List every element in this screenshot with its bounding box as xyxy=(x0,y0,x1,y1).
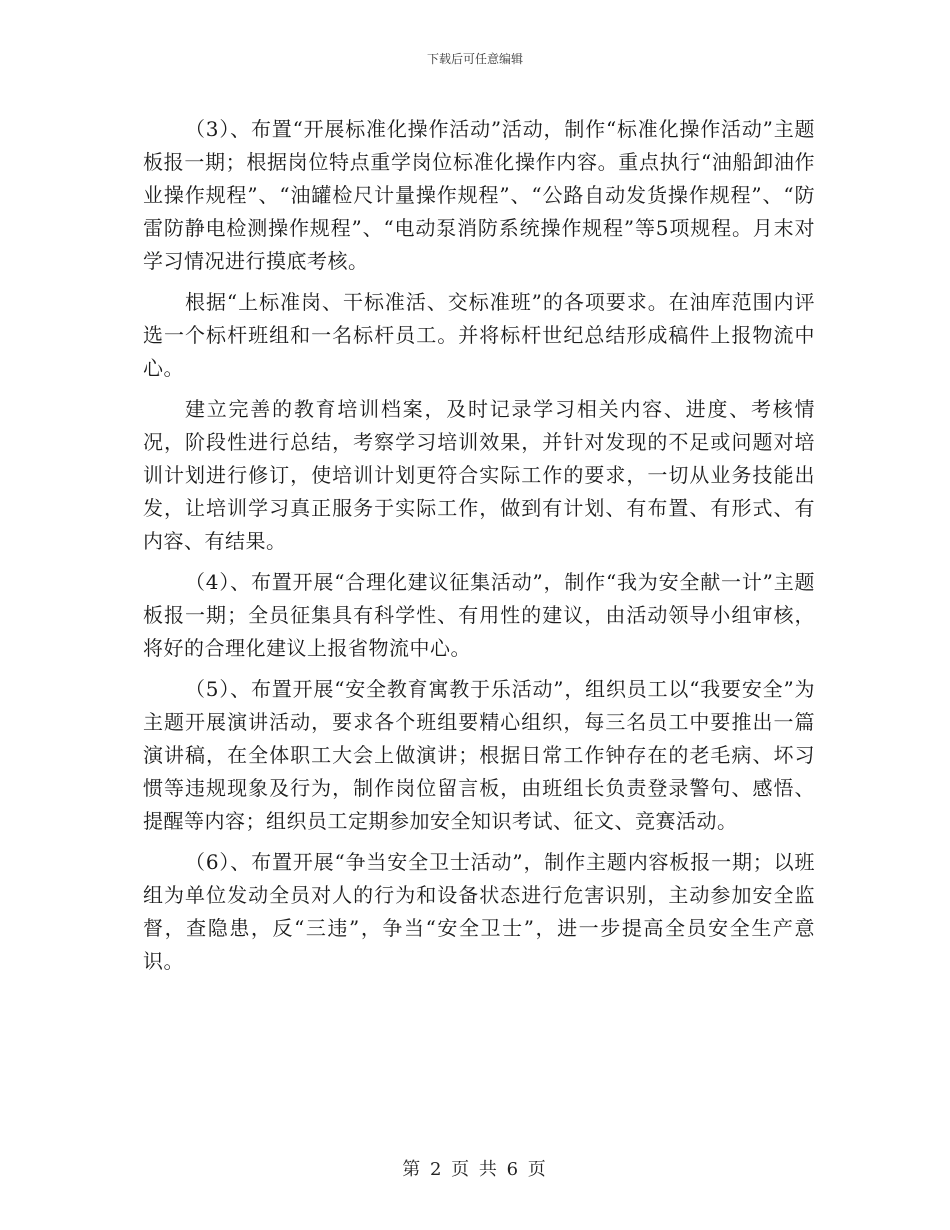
paragraph-training-archive: 建立完善的教育培训档案，及时记录学习相关内容、进度、考核情况，阶段性进行总结，考察学习培训效果，并针对发现的不足或问题对培训计划进行修订，使培训计划更符合实际工作的要求，一切从业务技能出发，让培训学习真正服务于实际工作，做到有计划、有布置、有形式、有内容、有结果。 xyxy=(143,397,815,553)
page-number-footer: 第 2 页 共 6 页 xyxy=(402,1159,548,1180)
page-header: 下载后可任意编辑 xyxy=(426,52,523,66)
paragraph-item-4: （4）、布置开展“合理化建议征集活动”，制作“我为安全献一计”主题板报一期；全员征集具有科学性、有用性的建议，由活动领导小组审核，将好的合理化建议上报省物流中心。 xyxy=(143,570,815,660)
paragraph-item-5: （5）、布置开展“安全教育寓教于乐活动”，组织员工以“我要安全”为主题开展演讲活动，要求各个班组要精心组织，每三名员工中要推出一篇演讲稿，在全体职工大会上做演讲；根据日常工作钟存在的老毛病、坏习惯等违规现象及行为，制作岗位留言板，由班组长负责登录警句、感悟、提醒等内容；组织员工定期参加安全知识考试、征文、竞赛活动。 xyxy=(143,677,815,833)
paragraph-item-3: （3）、布置“开展标准化操作活动”活动，制作“标准化操作活动”主题板报一期；根据岗位特点重学岗位标准化操作内容。重点执行“油船卸油作业操作规程”、“油罐检尺计量操作规程”、“公路自动发货操作规程”、“防雷防静电检测操作规程”、“电动泵消防系统操作规程”等5项规程。月末对学习情况进行摸底考核。 xyxy=(143,117,815,273)
paragraph-benchmark: 根据“上标准岗、干标准活、交标准班”的各项要求。在油库范围内评选一个标杆班组和一名标杆员工。并将标杆世纪总结形成稿件上报物流中心。 xyxy=(143,290,815,380)
document-body xyxy=(143,113,815,986)
paragraph-item-6: （6）、布置开展“争当安全卫士活动”，制作主题内容板报一期；以班组为单位发动全员对人的行为和设备状态进行危害识别，主动参加安全监督，查隐患，反“三违”，争当“安全卫士”，进一步提高全员安全生产意识。 xyxy=(143,850,815,973)
